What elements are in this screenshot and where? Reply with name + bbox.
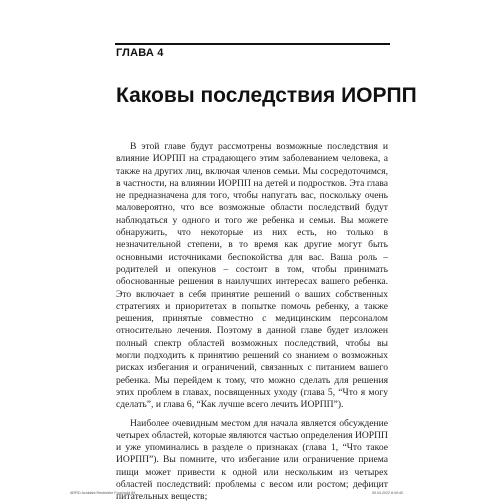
print-footer xyxy=(0,489,500,499)
paragraph-2: Наиболее очевидным местом для начала является обсуждение четырех областей, которые являются частью определения ИОРПП и уже упоминались в разделе о признаках (глава 1, “Что такое ИОРПП”). Вы помните, что избегание или ограничение приема пищи может привести к одной или нескольким из четырех областей последствий: проблемы с весом или ростом; дефицит питательных веществ; xyxy=(116,417,388,503)
chapter-label: ГЛАВА 4 xyxy=(116,47,164,59)
header-rule xyxy=(115,43,390,45)
footer-file-name: ARFID Avoidant Restrictive Food.indd 89 xyxy=(70,491,136,495)
paragraph-1: В этой главе будут рассмотрены возможные последствия и влияние ИОРПП на страдающего этим заболеванием человека, а также на других лиц, включая членов семьи. Мы сосредоточимся, в частности, на влиянии ИОРПП на детей и подростков. Эта глава не предназначена для того, чтобы напугать вас, поскольку очень маловероятно, что все возможные области последствий будут наблюдаться у одного и того же ребенка и семьи. Вы можете обнаружить, что некоторые из них есть, но только в незначительной степени, в то время как другие могут быть основными источниками беспокойства для вас. Ваша роль – родителей и опекунов – состоит в том, чтобы принимать обоснованные решения в наилучших интересах вашего ребенка. Это включает в себя принятие решений о ваших собственных стратегиях и приоритетах в попытке помочь ребенку, а также решения, принятые совместно с медицинским персоналом относительно лечения. Поэтому в данной главе будет изложен полный спектр областей возможных последствий, чтобы вы могли подходить к принятию решений со знанием о возможных рисках избегания и ограничений, связанных с питанием вашего ребенка. Мы перейдем к тому, что можно сделать для решения этих проблем в главах, посвященных уходу (глава 5, “Что я могу сделать”, и глава 6, “Как лучше всего лечить ИОРПП”). xyxy=(116,141,388,411)
body-text xyxy=(116,141,388,504)
footer-timestamp: 05.04.2022 8:49:40 xyxy=(372,491,403,495)
page-title: Каковы последствия ИОРПП xyxy=(116,84,417,107)
